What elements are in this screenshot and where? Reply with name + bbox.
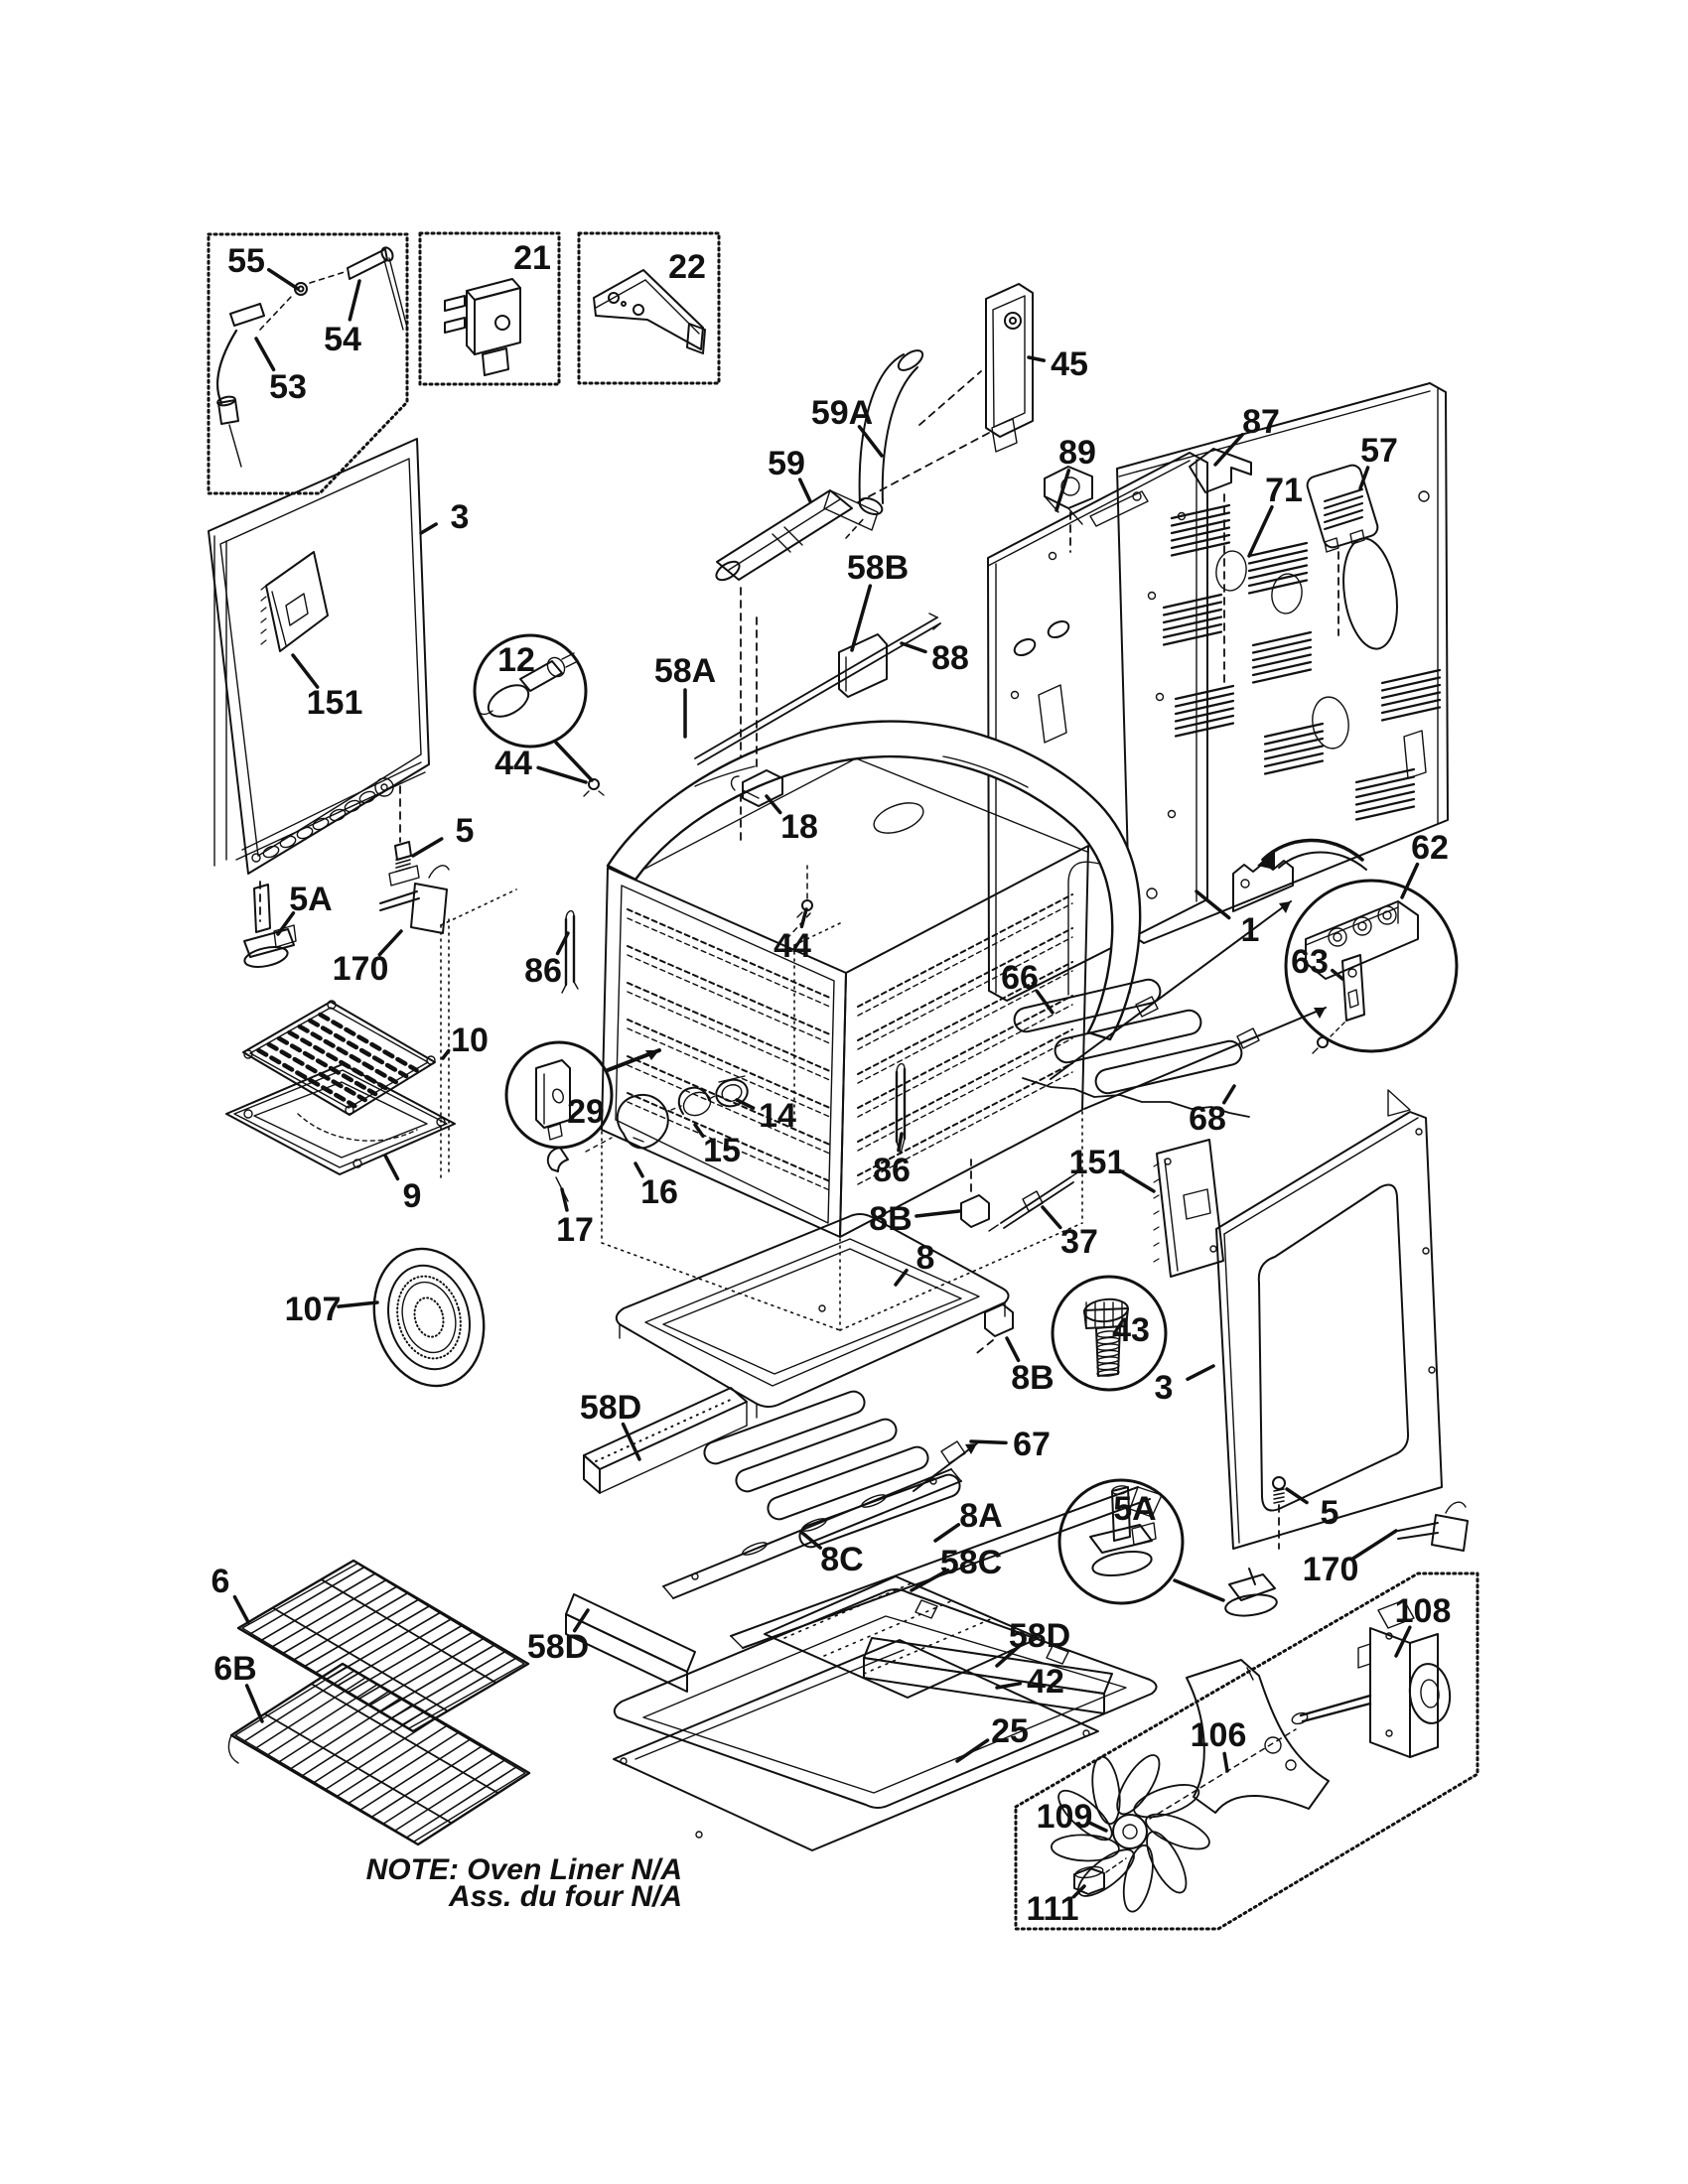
callout-label: 5A xyxy=(289,881,333,918)
part-callout-59 xyxy=(768,445,810,501)
callout-leader-line xyxy=(800,479,810,501)
callout-label: 57 xyxy=(1360,432,1398,470)
part-vent-elbow-59a xyxy=(824,346,981,530)
callout-label: 58A xyxy=(653,652,717,690)
callout-label: 25 xyxy=(991,1712,1029,1750)
callout-label: 86 xyxy=(873,1152,911,1189)
callout-label: 151 xyxy=(306,684,363,722)
callout-label: 3 xyxy=(450,498,470,536)
callout-label: 8 xyxy=(915,1239,935,1277)
callout-leader-line xyxy=(1043,1207,1060,1227)
callout-label: 107 xyxy=(284,1291,342,1328)
part-callout-29 xyxy=(567,1093,605,1131)
callout-label: 10 xyxy=(451,1022,489,1059)
callout-label: 58D xyxy=(579,1389,642,1427)
part-callout-67 xyxy=(971,1426,1051,1463)
callout-label: 58D xyxy=(1008,1617,1071,1655)
callout-label: 6 xyxy=(211,1563,230,1600)
part-callout-18 xyxy=(767,796,818,846)
callout-label: 5 xyxy=(455,812,475,850)
callout-label: 89 xyxy=(1058,434,1096,472)
callout-label: 8B xyxy=(1011,1359,1055,1397)
callout-leader-line xyxy=(1353,1531,1396,1559)
callout-label: 53 xyxy=(269,368,307,406)
detail-circle-62-terminal-block xyxy=(1257,840,1457,1053)
part-callout-43 xyxy=(1112,1311,1150,1349)
callout-label: 59A xyxy=(810,394,874,432)
note-line-1: NOTE: Oven Liner N/A xyxy=(365,1853,682,1886)
part-board-151-right xyxy=(1154,1140,1223,1277)
callout-label: 44 xyxy=(774,927,811,965)
part-access-panel-57 xyxy=(1305,463,1379,635)
part-callout-151 xyxy=(1069,1144,1154,1191)
callout-label: 43 xyxy=(1112,1311,1150,1349)
part-callout-58A xyxy=(654,652,716,737)
part-broiler-pan-9 xyxy=(226,1064,455,1174)
callout-leader-line xyxy=(538,767,586,782)
callout-label: 62 xyxy=(1411,829,1449,867)
part-right-side-panel-3 xyxy=(1216,1090,1442,1549)
part-callout-53 xyxy=(256,339,307,406)
part-callout-44 xyxy=(774,909,811,965)
callout-label: 42 xyxy=(1027,1663,1064,1701)
part-callout-88 xyxy=(902,639,969,677)
part-callout-55 xyxy=(227,242,298,289)
callout-label: 16 xyxy=(640,1173,678,1211)
callout-leader-line xyxy=(350,281,359,320)
part-callout-17 xyxy=(556,1189,594,1249)
part-callout-58C xyxy=(912,1544,1002,1590)
callout-label: 12 xyxy=(497,641,535,679)
note-line-2: Ass. du four N/A xyxy=(448,1880,682,1913)
part-left-side-panel-3 xyxy=(209,439,429,874)
part-callout-170 xyxy=(333,931,401,988)
callout-label: 18 xyxy=(780,808,818,846)
callout-label: 108 xyxy=(1394,1592,1452,1630)
callout-label: 58C xyxy=(939,1544,1003,1581)
part-callout-6 xyxy=(211,1563,248,1622)
callout-label: 45 xyxy=(1051,345,1088,383)
callout-label: 5A xyxy=(1113,1490,1157,1528)
callout-label: 106 xyxy=(1190,1716,1247,1754)
part-callout-111 xyxy=(1027,1886,1084,1928)
callout-leader-line xyxy=(293,655,318,687)
callout-label: 88 xyxy=(931,639,969,677)
part-callout-21 xyxy=(513,239,551,277)
part-round-filter-107 xyxy=(359,1236,499,1398)
part-callout-57 xyxy=(1360,432,1398,488)
callout-label: 8C xyxy=(820,1541,864,1578)
callout-leader-line xyxy=(916,1211,959,1216)
part-callout-10 xyxy=(443,1022,489,1059)
callout-label: 86 xyxy=(524,952,562,990)
callout-leader-line xyxy=(1007,1338,1019,1360)
part-drawer-pan-8 xyxy=(617,1214,1009,1418)
callout-leader-line xyxy=(935,1525,958,1541)
part-callout-106 xyxy=(1191,1716,1247,1771)
part-callout-45 xyxy=(1029,345,1088,383)
part-callout-58D xyxy=(527,1610,589,1666)
callout-label: 67 xyxy=(1013,1426,1051,1463)
part-plug-21 xyxy=(445,279,520,375)
callout-leader-line xyxy=(957,1740,988,1761)
part-callout-37 xyxy=(1043,1207,1098,1261)
part-brackets-86 xyxy=(562,911,905,1154)
callout-label: 22 xyxy=(668,248,706,286)
callout-label: 6B xyxy=(213,1650,257,1688)
part-callout-44 xyxy=(494,745,586,782)
callout-leader-line xyxy=(1249,507,1272,556)
part-convection-fan-assembly xyxy=(1051,1600,1453,1914)
part-callout-58D xyxy=(580,1389,641,1459)
part-callout-3 xyxy=(421,498,469,536)
callout-leader-line xyxy=(902,643,925,652)
part-callout-5A xyxy=(278,881,333,934)
part-callout-25 xyxy=(957,1712,1029,1761)
callout-label: 63 xyxy=(1291,943,1329,981)
callout-label: 14 xyxy=(759,1097,796,1135)
part-callout-151 xyxy=(293,655,362,722)
part-callout-14 xyxy=(737,1097,796,1135)
callout-leader-line xyxy=(899,1134,902,1151)
callout-leader-line xyxy=(247,1686,262,1721)
callout-label: 58B xyxy=(846,549,910,587)
part-callout-5A xyxy=(1113,1490,1156,1528)
part-insulation-58b xyxy=(839,634,887,697)
callout-label: 17 xyxy=(556,1211,594,1249)
callout-leader-line xyxy=(896,1271,907,1285)
callout-leader-line xyxy=(256,339,274,369)
callout-label: 44 xyxy=(494,745,532,782)
callout-label: 111 xyxy=(1026,1890,1079,1928)
part-oven-rack-6 xyxy=(238,1561,528,1731)
callout-leader-line xyxy=(413,839,442,856)
part-callout-54 xyxy=(324,281,361,358)
callout-leader-line xyxy=(562,1189,567,1210)
part-clip-87 xyxy=(1190,449,1251,685)
callout-leader-line xyxy=(443,1051,449,1058)
callout-label: 15 xyxy=(703,1132,741,1169)
part-callout-62 xyxy=(1402,829,1449,897)
callout-leader-line xyxy=(234,1597,248,1622)
diagram-note xyxy=(366,1853,682,1913)
callout-leader-line xyxy=(1029,357,1044,360)
part-bracket-89 xyxy=(1045,467,1092,552)
callout-label: 8B xyxy=(869,1200,913,1238)
part-callout-8B xyxy=(869,1200,959,1238)
part-callout-9 xyxy=(385,1156,421,1215)
part-callout-71 xyxy=(1249,472,1303,556)
callout-label: 54 xyxy=(324,321,361,358)
callout-leader-line xyxy=(1188,1366,1213,1379)
callout-leader-line xyxy=(339,1302,377,1306)
part-callout-86 xyxy=(873,1134,911,1189)
part-callout-12 xyxy=(497,641,535,679)
part-frame-42 xyxy=(615,1589,1157,1808)
callout-label: 55 xyxy=(227,242,265,280)
part-callout-5 xyxy=(413,812,474,856)
callout-label: 66 xyxy=(1001,959,1039,997)
callout-leader-line xyxy=(269,270,298,289)
callout-leader-line xyxy=(1224,1753,1227,1771)
callout-label: 87 xyxy=(1242,403,1280,441)
callout-label: 151 xyxy=(1068,1144,1126,1181)
callout-label: 1 xyxy=(1240,911,1260,949)
part-rear-panel-71 xyxy=(1117,383,1448,943)
callout-leader-line xyxy=(1196,891,1229,917)
part-callout-42 xyxy=(997,1663,1064,1701)
part-duct-45 xyxy=(858,284,1033,502)
callout-label: 29 xyxy=(567,1093,605,1131)
part-callout-16 xyxy=(635,1163,678,1211)
callout-label: 68 xyxy=(1189,1100,1226,1138)
callout-label: 3 xyxy=(1154,1369,1174,1407)
callout-leader-line xyxy=(852,586,870,650)
callout-label: 71 xyxy=(1265,472,1303,509)
callout-label: 9 xyxy=(402,1177,422,1215)
part-callout-86 xyxy=(524,933,568,990)
part-callout-3 xyxy=(1155,1366,1213,1407)
part-callout-22 xyxy=(668,248,706,286)
callout-label: 8A xyxy=(959,1497,1003,1535)
callout-leader-line xyxy=(385,1156,397,1178)
callout-label: 37 xyxy=(1060,1223,1098,1261)
part-callout-87 xyxy=(1215,403,1280,465)
callout-label: 170 xyxy=(332,950,389,988)
callout-label: 21 xyxy=(513,239,551,277)
part-callout-8A xyxy=(935,1497,1003,1541)
callout-label: 59 xyxy=(768,445,805,482)
part-callout-6B xyxy=(213,1650,262,1721)
callout-leader-line xyxy=(421,524,436,533)
part-callout-170 xyxy=(1303,1531,1396,1588)
callout-label: 109 xyxy=(1036,1798,1093,1836)
callout-leader-line xyxy=(971,1441,1006,1442)
callout-label: 5 xyxy=(1320,1494,1339,1532)
callout-leader-line xyxy=(997,1684,1020,1688)
part-callout-108 xyxy=(1395,1592,1452,1656)
part-callout-8B xyxy=(1007,1338,1055,1397)
callout-label: 58D xyxy=(526,1628,590,1666)
callout-label: 170 xyxy=(1302,1551,1359,1588)
part-callout-15 xyxy=(695,1125,741,1169)
part-callout-107 xyxy=(285,1291,377,1328)
part-rails-and-bake-element xyxy=(566,1388,1162,1713)
part-callout-59A xyxy=(811,394,882,456)
